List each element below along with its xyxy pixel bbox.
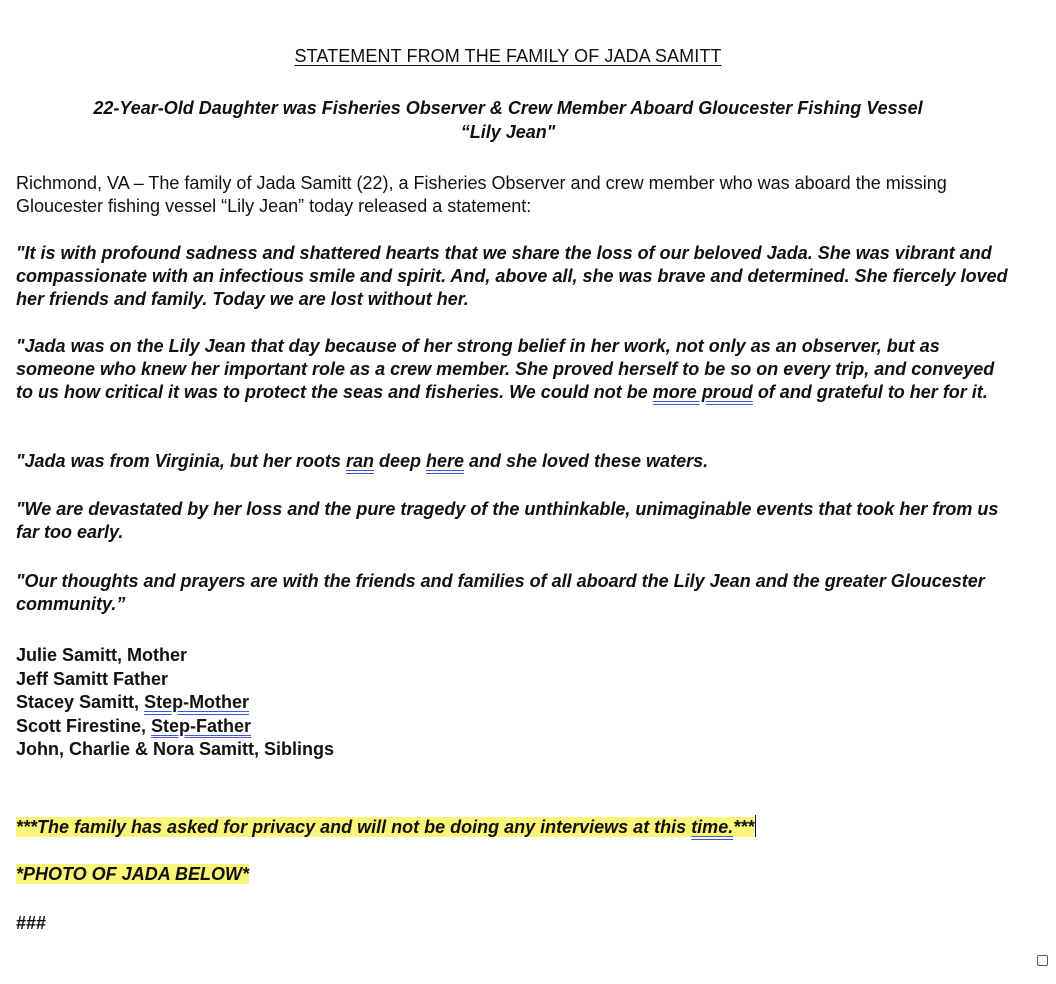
text-cursor <box>755 815 756 837</box>
stepfather-name: Scott Firestine, <box>16 715 152 736</box>
quote-3-part-3: and she loved these waters. <box>464 451 709 471</box>
privacy-note <box>16 815 756 838</box>
quote-paragraph-4: "We are devastated by her loss and the pure tragedy of the unthinkable, unimaginable events that took her from us far too early. <box>16 499 999 542</box>
photo-note <box>16 864 249 885</box>
spellcheck-flag-step-father[interactable]: Step-Father <box>151 715 252 736</box>
intro-paragraph: Richmond, VA – The family of Jada Samitt (22), a Fisheries Observer and crew member who was aboard the missing Gloucester fishing vessel “Lily Jean” today released a statement: <box>16 173 947 216</box>
signatory-stepmother <box>16 691 334 715</box>
signatory-father: Jeff Samitt Father <box>16 668 169 689</box>
spellcheck-flag-ran[interactable]: ran <box>345 451 374 471</box>
signatory-stepfather <box>16 715 334 739</box>
stepmother-name: Stacey Samitt, <box>16 692 145 712</box>
signatory-siblings: John, Charlie & Nora Samitt, Siblings <box>16 739 335 759</box>
privacy-note-text: ***The family has asked for privacy and will not be doing any interviews at this <box>16 817 692 837</box>
end-mark: ### <box>16 913 47 933</box>
signatories-block <box>16 644 334 762</box>
quote-3-part-2: deep <box>373 451 426 471</box>
document-subtitle <box>16 96 1000 144</box>
quote-2-ending: of and grateful to her for it. <box>752 382 988 402</box>
spellcheck-flag-step-mother[interactable]: Step-Mother <box>144 692 250 712</box>
photo-note-text: *PHOTO OF JADA BELOW* <box>16 864 250 884</box>
privacy-note-ending: *** <box>733 817 755 837</box>
quote-2-text: "Jada was on the Lily Jean that day because of her strong belief in her work, not only as an observer, but as someone who knew her important role as a crew member. She proved herself to be so on every trip, and conveyed to us how critical it was to protect the seas and fisheries. We could not be <box>16 336 995 402</box>
spellcheck-flag-time[interactable]: time. <box>691 817 734 837</box>
signatory-mother: Julie Samitt, Mother <box>16 645 188 665</box>
quote-3-part-1: "Jada was from Virginia, but her roots <box>16 451 346 471</box>
quote-paragraph-2 <box>16 335 1016 404</box>
spellcheck-flag-here[interactable]: here <box>425 451 464 471</box>
quote-paragraph-3 <box>16 450 1016 473</box>
quote-paragraph-5: "Our thoughts and prayers are with the friends and families of all aboard the Lily Jean and the greater Gloucester community.” <box>16 571 985 614</box>
subtitle-line-1: 22-Year-Old Daughter was Fisheries Observer & Crew Member Aboard Gloucester Fishing Vessel <box>93 98 923 118</box>
spellcheck-flag-more-proud[interactable]: more proud <box>652 382 753 402</box>
document-title: STATEMENT FROM THE FAMILY OF JADA SAMITT <box>294 46 722 66</box>
resize-handle-icon[interactable] <box>1037 955 1048 966</box>
subtitle-line-2: “Lily Jean" <box>460 122 556 142</box>
quote-paragraph-1: "It is with profound sadness and shattered hearts that we share the loss of our beloved Jada. She was vibrant and compassionate with an infectious smile and spirit. And, above all, she was brave and determined. She fiercely loved her friends and family. Today we are lost without her. <box>16 243 1008 309</box>
